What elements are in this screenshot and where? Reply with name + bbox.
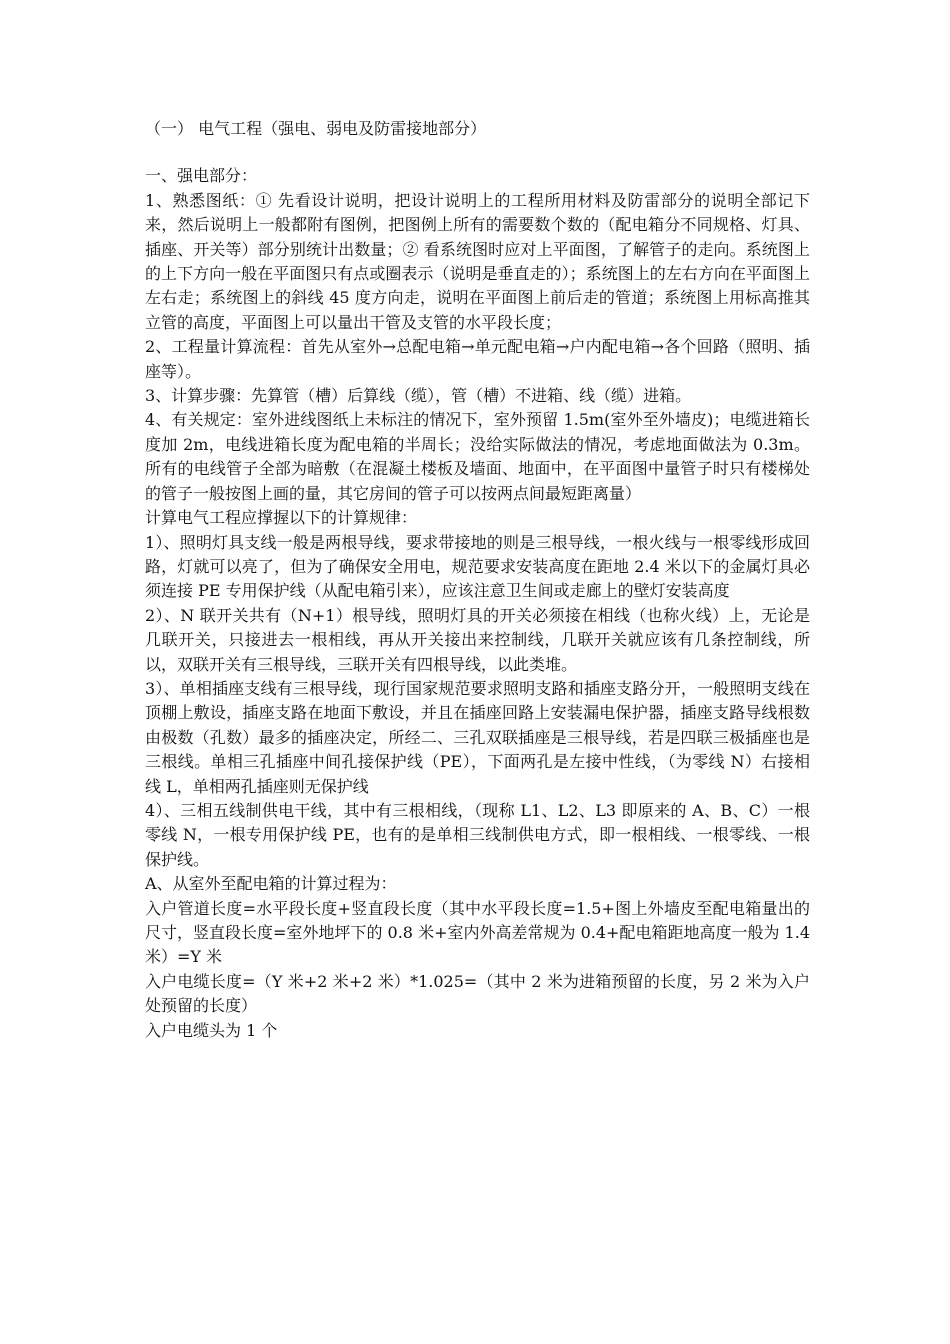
paragraph-rule-3: 3）、单相插座支线有三根导线，现行国家规范要求照明支路和插座支路分开，一般照明支线在顶棚上敷设，插座支路在地面下敷设，并且在插座回路上安装漏电保护器，插座支路导线根数由极数（孔数）最多的插座决定，所经二、三孔双联插座是三根导线，若是四联三极插座也是三根线。单相三孔插座中间孔接保护线（PE），下面两孔是左接中性线，（为零线 N）右接相线 L，单相两孔插座则无保护线 xyxy=(145,678,810,796)
paragraph-pipe-length: 入户管道长度=水平段长度+竖直段长度（其中水平段长度=1.5+图上外墙皮至配电箱量出的尺寸，竖直段长度=室外地坪下的 0.8 米+室内外高差常规为 0.4+配电箱距地高度一般为 1.4 米）=Y 米 xyxy=(145,898,810,967)
paragraph-calc-heading: 计算电气工程应撑握以下的计算规律： xyxy=(145,508,418,528)
paragraph-calc-a: A、从室外至配电箱的计算过程为： xyxy=(145,874,397,894)
section-heading: 一、强电部分： xyxy=(145,166,258,186)
paragraph-cable-head: 入户电缆头为 1 个 xyxy=(145,1020,278,1040)
paragraph-steps: 3、计算步骤：先算管（槽）后算线（缆），管（槽）不进箱、线（缆）进箱。 xyxy=(145,386,692,406)
paragraph-rules: 4、有关规定：室外进线图纸上未标注的情况下，室外预留 1.5m(室外至外墙皮)；电缆进箱长度加 2m，电线进箱长度为配电箱的半周长；没给实际做法的情况，考虑地面做法为 0.3m。所有的电线管子全部为暗敷（在混凝土楼板及墙面、地面中，在平面图中量管子时只有楼梯处的管子一般按图上画的量，其它房间的管子可以按两点间最短距离量） xyxy=(145,410,810,503)
paragraph-drawings: 1、熟悉图纸：① 先看设计说明，把设计说明上的工程所用材料及防雷部分的说明全部记下来，然后说明上一般都附有图例，把图例上所有的需要数个数的（配电箱分不同规格、灯具、插座、开关等）部分别统计出数量；② 看系统图时应对上平面图，了解管子的走向。系统图上的上下方向一般在平面图只有点或圈表示（说明是垂直走的）；系统图上的左右方向在平面图上左右走；系统图上的斜线 45 度方向走，说明在平面图上前后走的管道；系统图上用标高推其立管的高度，平面图上可以量出干管及支管的水平段长度； xyxy=(145,190,810,332)
paragraph-flow: 2、工程量计算流程：首先从室外→总配电箱→单元配电箱→户内配电箱→各个回路（照明、插座等）。 xyxy=(145,337,810,381)
paragraph-rule-1: 1）、照明灯具支线一般是两根导线，要求带接地的则是三根导线，一根火线与一根零线形成回路，灯就可以亮了，但为了确保安全用电，规范要求安装高度在距地 2.4 米以下的金属灯具必须连接 PE 专用保护线（从配电箱引来），应该注意卫生间或走廊上的壁灯安装高度 xyxy=(145,532,810,601)
document-title: （一） 电气工程（强电、弱电及防雷接地部分） xyxy=(145,119,487,138)
paragraph-rule-2: 2）、N 联开关共有（N+1）根导线，照明灯具的开关必须接在相线（也称火线）上，无论是几联开关，只接进去一根相线，再从开关接出来控制线，几联开关就应该有几条控制线，所以，双联开关有三根导线，三联开关有四根导线，以此类堆。 xyxy=(145,605,810,674)
blank-line xyxy=(145,141,810,164)
paragraph-cable-length: 入户电缆长度=（Y 米+2 米+2 米）*1.025=（其中 2 米为进箱预留的长度，另 2 米为入户处预留的长度） xyxy=(145,971,810,1016)
paragraph-rule-4: 4）、三相五线制供电干线，其中有三根相线，（现称 L1、L2、L3 即原来的 A、B、C）一根零线 N，一根专用保护线 PE，也有的是单相三线制供电方式，即一根相线、一根零线、一根保护线。 xyxy=(145,800,810,869)
document-body xyxy=(145,117,810,1043)
